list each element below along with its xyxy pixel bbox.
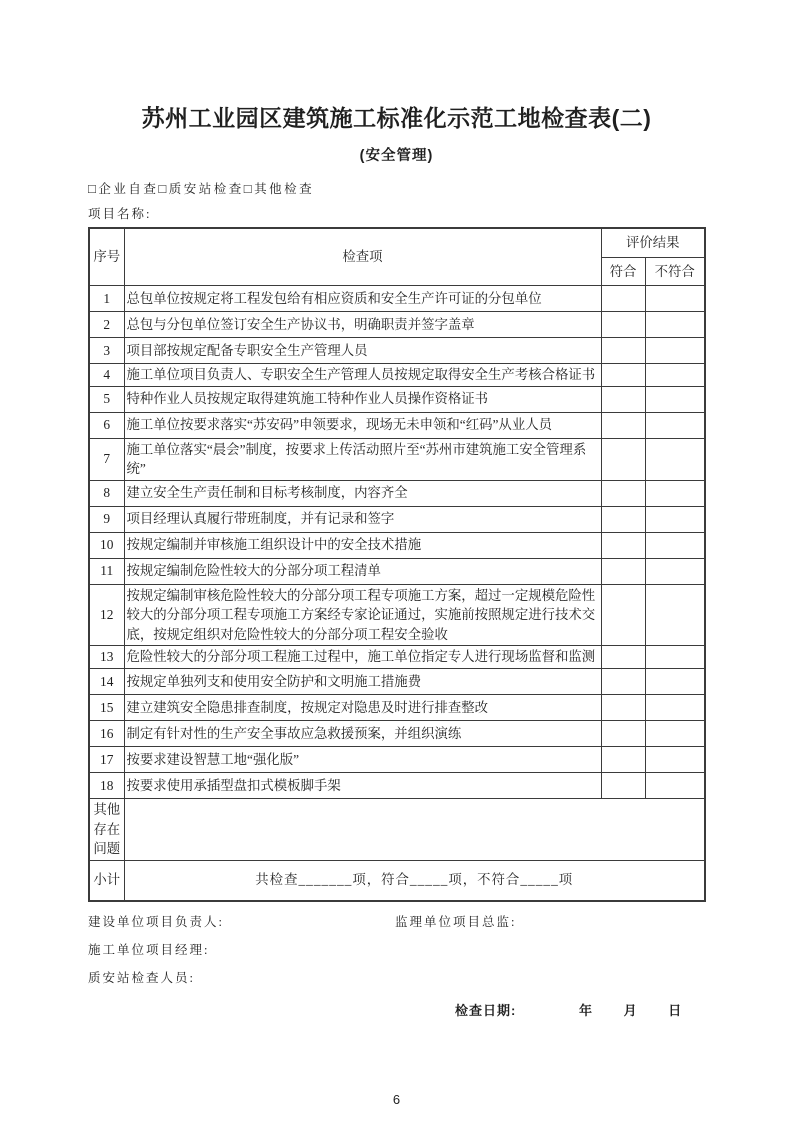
header-pass: 符合: [601, 258, 645, 286]
fail-cell[interactable]: [645, 646, 705, 669]
row-number: 13: [89, 646, 124, 669]
row-number: 7: [89, 438, 124, 480]
builder-signature-label: 建设单位项目负责人:: [88, 914, 224, 929]
row-item-text: 特种作业人员按规定取得建筑施工特种作业人员操作资格证书: [124, 386, 601, 412]
date-year-label: 年: [578, 1002, 593, 1018]
header-result: 评价结果: [601, 228, 705, 258]
check-type-company: [88, 182, 158, 196]
inspection-date-line: [88, 1000, 704, 1019]
date-month-label: 月: [623, 1002, 638, 1018]
row-item-text: 按要求使用承插型盘扣式模板脚手架: [124, 772, 601, 798]
row-number: 17: [89, 746, 124, 772]
checkbox-icon[interactable]: □: [88, 181, 99, 196]
row-number: 9: [89, 506, 124, 532]
page-number: 6: [392, 1092, 401, 1107]
pass-cell[interactable]: [601, 364, 645, 387]
pass-cell[interactable]: [601, 438, 645, 480]
check-type-line: [88, 179, 704, 197]
subtotal-label: 小计: [89, 860, 124, 901]
table-row: [89, 558, 705, 584]
row-number: 15: [89, 694, 124, 720]
check-type-other: [244, 182, 314, 196]
fail-cell[interactable]: [645, 286, 705, 312]
date-day-label: 日: [668, 1002, 683, 1018]
table-row: [89, 746, 705, 772]
other-issues-label: 其他存在问题: [89, 798, 124, 860]
project-name-label: 项目名称:: [88, 207, 152, 221]
pass-cell[interactable]: [601, 480, 645, 506]
pass-cell[interactable]: [601, 532, 645, 558]
row-item-text: 按要求建设智慧工地“强化版”: [124, 746, 601, 772]
fail-cell[interactable]: [645, 720, 705, 746]
check-type-label: 其他检查: [254, 182, 315, 196]
checkbox-icon[interactable]: □: [243, 181, 255, 196]
pass-cell[interactable]: [601, 558, 645, 584]
fail-cell[interactable]: [645, 694, 705, 720]
fail-cell[interactable]: [645, 386, 705, 412]
fail-cell[interactable]: [645, 480, 705, 506]
row-number: 12: [89, 584, 124, 646]
fail-cell[interactable]: [645, 746, 705, 772]
subtotal-text: 共检查_______项，符合_____项，不符合_____项: [124, 860, 705, 901]
pass-cell[interactable]: [601, 506, 645, 532]
fail-cell[interactable]: [645, 532, 705, 558]
row-number: 16: [89, 720, 124, 746]
row-item-text: 建立建筑安全隐患排查制度，按规定对隐患及时进行排查整改: [124, 694, 601, 720]
other-issues-row: [89, 798, 705, 860]
contractor-signature-label: 施工单位项目经理:: [88, 942, 210, 957]
row-number: 14: [89, 668, 124, 694]
fail-cell[interactable]: [645, 412, 705, 438]
page-subtitle: (安全管理): [359, 148, 434, 164]
table-row: [89, 312, 705, 338]
fail-cell[interactable]: [645, 584, 705, 646]
table-row: [89, 412, 705, 438]
header-no: 序号: [89, 228, 124, 286]
pass-cell[interactable]: [601, 412, 645, 438]
pass-cell[interactable]: [601, 312, 645, 338]
table-row: [89, 720, 705, 746]
table-row: [89, 694, 705, 720]
row-number: 18: [89, 772, 124, 798]
pass-cell[interactable]: [601, 646, 645, 669]
row-item-text: 按规定单独列支和使用安全防护和文明施工措施费: [124, 668, 601, 694]
table-row: [89, 338, 705, 364]
check-type-station: [158, 182, 243, 196]
pass-cell[interactable]: [601, 668, 645, 694]
header-item: 检查项: [124, 228, 601, 286]
row-item-text: 项目经理认真履行带班制度，并有记录和签字: [124, 506, 601, 532]
table-row: [89, 386, 705, 412]
subtotal-row: [89, 860, 705, 901]
pass-cell[interactable]: [601, 772, 645, 798]
date-label: 检查日期:: [455, 1002, 517, 1018]
table-row: [89, 480, 705, 506]
pass-cell[interactable]: [601, 584, 645, 646]
row-number: 6: [89, 412, 124, 438]
pass-cell[interactable]: [601, 286, 645, 312]
checkbox-icon[interactable]: □: [158, 181, 169, 196]
fail-cell[interactable]: [645, 506, 705, 532]
row-number: 11: [89, 558, 124, 584]
row-number: 10: [89, 532, 124, 558]
row-item-text: 项目部按规定配备专职安全生产管理人员: [124, 338, 601, 364]
other-issues-cell[interactable]: [124, 798, 705, 860]
pass-cell[interactable]: [601, 386, 645, 412]
pass-cell[interactable]: [601, 694, 645, 720]
signature-footer: [88, 912, 704, 1019]
row-number: 3: [89, 338, 124, 364]
page-title: 苏州工业园区建筑施工标准化示范工地检查表(二): [141, 105, 652, 131]
row-item-text: 按规定编制危险性较大的分部分项工程清单: [124, 558, 601, 584]
table-header-row: [89, 228, 705, 258]
fail-cell[interactable]: [645, 772, 705, 798]
table-row: [89, 532, 705, 558]
pass-cell[interactable]: [601, 338, 645, 364]
row-number: 4: [89, 364, 124, 387]
row-item-text: 施工单位落实“晨会”制度，按要求上传活动照片至“苏州市建筑施工安全管理系统”: [124, 438, 601, 480]
header-fail: 不符合: [645, 258, 705, 286]
table-row: [89, 646, 705, 669]
pass-cell[interactable]: [601, 720, 645, 746]
pass-cell[interactable]: [601, 746, 645, 772]
row-item-text: 建立安全生产责任制和目标考核制度，内容齐全: [124, 480, 601, 506]
row-item-text: 施工单位项目负责人、专职安全生产管理人员按规定取得安全生产考核合格证书: [124, 364, 601, 387]
fail-cell[interactable]: [645, 338, 705, 364]
row-number: 8: [89, 480, 124, 506]
table-row: [89, 668, 705, 694]
row-number: 5: [89, 386, 124, 412]
inspector-signature-label: 质安站检查人员:: [88, 970, 195, 985]
row-item-text: 总包与分包单位签订安全生产协议书，明确职责并签字盖章: [124, 312, 601, 338]
row-item-text: 施工单位按要求落实“苏安码”申领要求，现场无未申领和“红码”从业人员: [124, 412, 601, 438]
table-row: [89, 584, 705, 646]
fail-cell[interactable]: [645, 364, 705, 387]
fail-cell[interactable]: [645, 438, 705, 480]
row-item-text: 危险性较大的分部分项工程施工过程中，施工单位指定专人进行现场监督和监测: [124, 646, 601, 669]
supervisor-signature-label: 监理单位项目总监:: [395, 914, 517, 929]
check-type-label: 企业自查: [98, 182, 159, 196]
fail-cell[interactable]: [645, 668, 705, 694]
table-row: [89, 506, 705, 532]
check-type-label: 质安站检查: [168, 182, 244, 196]
row-number: 2: [89, 312, 124, 338]
row-number: 1: [89, 286, 124, 312]
table-row: [89, 772, 705, 798]
row-item-text: 制定有针对性的生产安全事故应急救援预案，并组织演练: [124, 720, 601, 746]
fail-cell[interactable]: [645, 312, 705, 338]
table-row: [89, 438, 705, 480]
fail-cell[interactable]: [645, 558, 705, 584]
table-row: [89, 286, 705, 312]
row-item-text: 按规定编制并审核施工组织设计中的安全技术措施: [124, 532, 601, 558]
inspection-table: [88, 227, 706, 902]
row-item-text: 总包单位按规定将工程发包给有相应资质和安全生产许可证的分包单位: [124, 286, 601, 312]
table-row: [89, 364, 705, 387]
signature-row-1: [88, 912, 704, 930]
row-item-text: 按规定编制审核危险性较大的分部分项工程专项施工方案，超过一定规模危险性较大的分部分项工程专项施工方案经专家论证通过，实施前按照规定进行技术交底，按规定组织对危险性较大的分部分项工程安全验收: [124, 584, 601, 646]
